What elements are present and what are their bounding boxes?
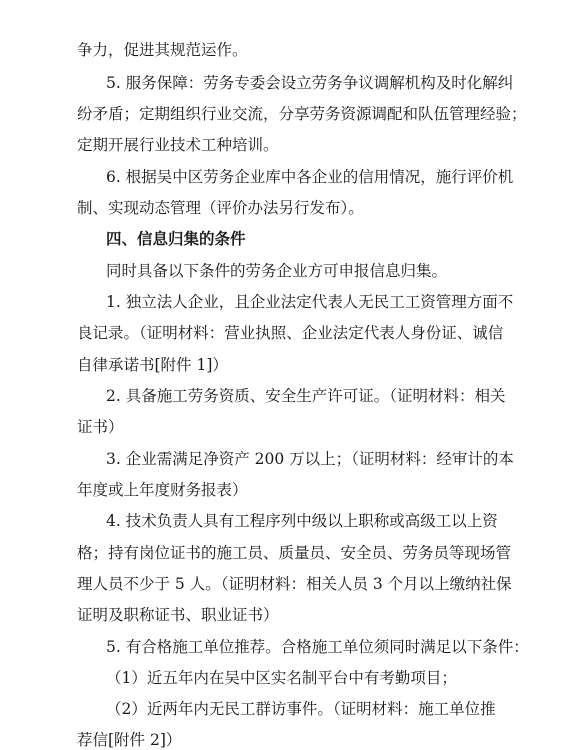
text-line: 争力，促进其规范运作。 (77, 41, 248, 59)
text-line: 荐信[附件 2]） (77, 731, 182, 749)
text-line: 3. 企业需满足净资产 200 万以上；（证明材料：经审计的本 (106, 450, 514, 468)
text-line: 制、实现动态管理（评价办法另行发布）。 (77, 199, 364, 217)
text-line: 2. 具备施工劳务资质、安全生产许可证。（证明材料：相关 (106, 387, 506, 405)
text-line: 5. 有合格施工单位推荐。合格施工单位须同时满足以下条件： (106, 638, 529, 656)
section-heading: 四、信息归集的条件 (106, 230, 246, 248)
text-line: 4. 技术负责人具有工程序列中级以上职称或高级工以上资 (106, 512, 498, 530)
text-line: 5. 服务保障：劳务专委会设立劳务争议调解机构及时化解纠 (106, 74, 514, 92)
text-line: 6. 根据吴中区劳务企业库中各企业的信用情况，施行评价机 (106, 168, 514, 186)
text-line: 证书） (77, 418, 124, 436)
text-line: 同时具备以下条件的劳务企业方可申报信息归集。 (106, 262, 448, 280)
text-line: 理人员不少于 5 人。（证明材料：相关人员 3 个月以上缴纳社保 (77, 575, 512, 593)
text-line: 1. 独立法人企业，且企业法定代表人无民工工资管理方面不 (106, 293, 514, 311)
text-line: （2）近两年内无民工群访事件。（证明材料：施工单位推 (106, 700, 496, 718)
text-line: （1）近五年内在吴中区实名制平台中有考勤项目； (106, 669, 457, 687)
text-line: 自律承诺书[附件 1]） (77, 356, 228, 374)
text-line: 证明及职称证书、职业证书） (77, 606, 279, 624)
text-line: 纷矛盾；定期组织行业交流，分享劳务资源调配和队伍管理经验； (77, 105, 527, 123)
text-line: 格；持有岗位证书的施工员、质量员、安全员、劳务员等现场管 (77, 544, 512, 562)
text-line: 良记录。（证明材料：营业执照、企业法定代表人身份证、诚信 (77, 324, 504, 342)
text-line: 定期开展行业技术工种培训。 (77, 136, 279, 154)
text-line: 年度或上年度财务报表） (77, 481, 248, 499)
